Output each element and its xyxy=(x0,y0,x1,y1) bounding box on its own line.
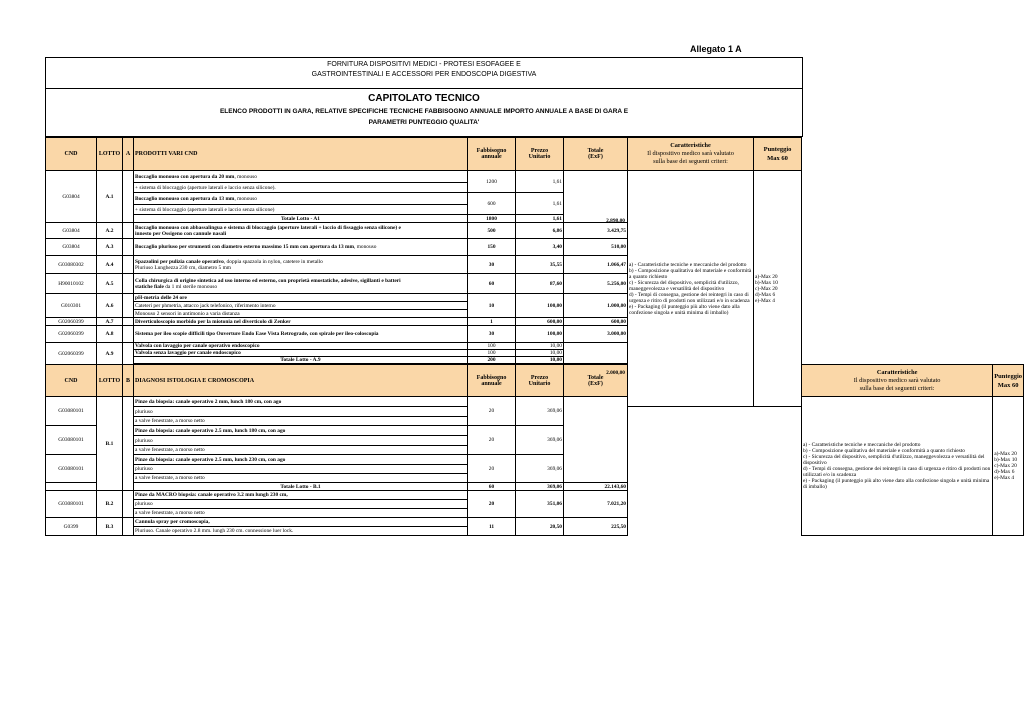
qty-cell: 20 xyxy=(468,455,516,483)
price-cell: 3,40 xyxy=(516,239,564,256)
table-row xyxy=(46,397,1024,407)
qty-cell: 150 xyxy=(468,239,516,256)
item-description: Boccaglio pluriuso per strumenti con diametro esterno massimo 15 mm con apertura da 13 mm, monouso xyxy=(134,239,468,256)
table-row xyxy=(46,223,1024,239)
section-a-header xyxy=(46,138,1024,171)
price-cell: 600,00 xyxy=(516,318,564,326)
item-description: + sistema di bloccaggio (aperture laterali e laccio senza silicone). xyxy=(134,183,468,193)
col-punteggio: Punteggio Max 60 xyxy=(993,365,1024,397)
col-caratteristiche: Caratteristiche Il dispositivo medico sarà valutato sulla base dei seguenti criteri: xyxy=(628,138,754,171)
item-description: Boccaglio monouso con abbassalingua e sistema di bloccaggio (aperture laterali + laccio di fissaggio senza silicone) e innesto per Ossigeno con cannule nasali xyxy=(134,223,468,239)
page-title: CAPITOLATO TECNICO xyxy=(368,93,480,104)
table-row xyxy=(46,318,1024,326)
total-amount-a1: 2.898,00 xyxy=(606,218,625,224)
item-description: Boccaglio monouso con apertura da 13 mm, monouso xyxy=(134,193,468,205)
lotto-cell: A.3 xyxy=(97,239,123,256)
total-cell: 3.000,00 xyxy=(564,326,628,343)
tender-title-line2: GASTROINTESTINALI E ACCESSORI PER ENDOSCOPIA DIGESTIVA xyxy=(311,71,537,78)
cnd-cell: G010301 xyxy=(46,294,97,318)
item-description: Pinze da biopsia: canale operativo 2.5 mm, lunch 180 cm, con ago xyxy=(134,426,468,436)
col-cnd: CND xyxy=(46,365,97,397)
item-description: Pinze da biopsia: canale operativo 2 mm, lunch 180 cm, con ago xyxy=(134,397,468,407)
section-title: DIAGNOSI ISTOLOGIA E CROMOSCOPIA xyxy=(134,365,468,397)
lotto-cell: A.2 xyxy=(97,223,123,239)
item-description: Boccaglio monouso con apertura da 20 mm, monouso xyxy=(134,171,468,183)
section-title: PRODOTTI VARI CND xyxy=(134,138,468,171)
price-cell: 100,00 xyxy=(516,294,564,318)
col-prezzo: Prezzo Unitario xyxy=(516,365,564,397)
cnd-cell: G03080101 xyxy=(46,426,97,455)
price-cell: 369,06 xyxy=(516,455,564,483)
cnd-cell: G03080302 xyxy=(46,256,97,274)
cnd-cell: G03080101 xyxy=(46,455,97,483)
total-qty: 1800 xyxy=(468,215,516,223)
qty-cell: 600 xyxy=(468,193,516,215)
qty-cell: 30 xyxy=(468,326,516,343)
table-row xyxy=(46,350,1024,357)
cnd-cell: G03080101 xyxy=(46,491,97,518)
qty-cell: 500 xyxy=(468,223,516,239)
lotto-cell: A.7 xyxy=(97,318,123,326)
subtitle-line1: ELENCO PRODOTTI IN GARA, RELATIVE SPECIFICHE TECNICHE FABBISOGNO ANNUALE IMPORTO ANNUALE A BASE DI GARA E xyxy=(219,108,629,115)
qty-cell: 11 xyxy=(468,518,516,536)
cnd-cell: G03804 xyxy=(46,171,97,223)
lotto-cell: B.3 xyxy=(97,518,123,536)
total-cell: 600,00 xyxy=(564,318,628,326)
table-row xyxy=(46,256,1024,274)
cnd-cell: G03080101 xyxy=(46,397,97,426)
qty-cell: 20 xyxy=(468,491,516,518)
lotto-cell: A.4 xyxy=(97,256,123,274)
total-price: 1,61 xyxy=(516,215,564,223)
table-row xyxy=(46,274,1024,294)
total-row xyxy=(46,357,1024,364)
lotto-cell: B.2 xyxy=(97,491,123,518)
total-cell: 225,50 xyxy=(564,518,628,536)
col-caratteristiche: Caratteristiche Il dispositivo medico sarà valutato sulla base dei seguenti criteri: xyxy=(802,365,993,397)
cnd-cell: G02060399 xyxy=(46,326,97,343)
price-cell: 100,00 xyxy=(516,326,564,343)
lotto-cell: A.9 xyxy=(97,343,123,365)
qty-cell: 20 xyxy=(468,426,516,455)
total-cell: 5.256,00 xyxy=(564,274,628,294)
price-cell: 35,55 xyxy=(516,256,564,274)
lotto-cell: B.1 xyxy=(97,397,123,491)
total-label: Totale Lotto - A1 xyxy=(134,215,468,223)
total-label: Totale Lotto - A.9 xyxy=(134,357,468,364)
item-description: pH-metria delle 24 ore xyxy=(134,294,468,302)
qty-cell: 100 xyxy=(468,343,516,350)
item-description: Valvola con lavaggio per canale operativo endoscopico xyxy=(134,343,468,350)
item-description: Pinze da biopsia: canale operativo 2.5 mm, lunch 230 cm, con ago xyxy=(134,455,468,465)
points-text-b: a)-Max 20 b)-Max 10 c)-Max 20 d)-Max 6 e)-Max 4 xyxy=(993,397,1024,536)
col-lotto: LOTTO xyxy=(97,138,123,171)
col-prezzo: Prezzo Unitario xyxy=(516,138,564,171)
table-row xyxy=(46,326,1024,343)
item-description: Cateteri per phmetria, attacco jack telefonico, riferimento interno xyxy=(134,302,468,310)
total-cell: 1.066,47 xyxy=(564,256,628,274)
cnd-cell: H90010102 xyxy=(46,274,97,294)
table-row xyxy=(46,193,1024,205)
cnd-cell: G02060399 xyxy=(46,343,97,365)
qty-cell: 1200 xyxy=(468,171,516,193)
price-cell: 10,00 xyxy=(516,350,564,357)
item-description: a valve fenestrate, a morso netto xyxy=(134,474,468,483)
item-description: Monouso 2 sensori in antimonio a varia distanza xyxy=(134,310,468,318)
document-header xyxy=(45,57,803,137)
total-qty: 200 xyxy=(468,357,516,364)
col-totale: Totale (ExF) xyxy=(564,138,628,171)
lotto-cell: A.6 xyxy=(97,294,123,318)
section-letter: A xyxy=(123,138,134,171)
item-description: pluriuso xyxy=(134,500,468,509)
criteria-text-a: a) - Caratteristiche tecniche e meccaniche del prodotto b) - Composizione qualitativa del materiale e conformità a quanto richiesto c) - Sicurezza del dispositivo, semplicità d'utilizzo, maneggevolezza e versatilità del dispositivo d) - Tempi di consegna, gestione dei reintegri in caso di urgenza e ritiro di prodotti non utilizzati e/o in scadenza e) - Packaging (il punteggio più alto viene dato alla confezione singola e unità minima di imballo) xyxy=(628,171,754,407)
section-b-header xyxy=(46,365,1024,397)
total-row xyxy=(46,215,1024,223)
qty-cell: 100 xyxy=(468,350,516,357)
price-cell: 6,86 xyxy=(516,223,564,239)
item-description: + sistema di bloccaggio (aperture laterali e laccio senza silicone) xyxy=(134,205,468,215)
price-cell: 10,00 xyxy=(516,343,564,350)
table-row xyxy=(46,343,1024,350)
item-description: Pluriuso. Canale operativo 2.8 mm. lungh 230 cm. connessione luer lock. xyxy=(134,527,468,536)
item-description: Colla chirurgica di origine sintetica ad uso interno ed esterno, con proprietà emostatiche, adesive, sigillanti e batteri statiche fiale da 1 ml sterile monouso xyxy=(134,274,468,294)
col-fabbisogno: Fabbisogno annuale xyxy=(468,138,516,171)
products-table xyxy=(45,137,1024,536)
price-cell: 87,60 xyxy=(516,274,564,294)
total-price: 369,06 xyxy=(516,483,564,491)
cnd-cell: G0399 xyxy=(46,518,97,536)
table-row xyxy=(46,294,1024,302)
lotto-cell: A.5 xyxy=(97,274,123,294)
item-description: Diverticuloscopio morbido per la miotonia nel diverticolo di Zenker xyxy=(134,318,468,326)
price-cell: 1,61 xyxy=(516,171,564,193)
item-description: a valve fenestrate, a morso netto xyxy=(134,446,468,455)
lotto-cell: A.1 xyxy=(97,171,123,223)
cnd-cell: G03804 xyxy=(46,223,97,239)
total-price: 10,00 xyxy=(516,357,564,364)
cnd-cell: G03804 xyxy=(46,239,97,256)
col-cnd: CND xyxy=(46,138,97,171)
item-description: Cannula spray per cromoscopia, xyxy=(134,518,468,527)
col-fabbisogno: Fabbisogno annuale xyxy=(468,365,516,397)
qty-cell: 10 xyxy=(468,294,516,318)
subtitle-line2: PARAMETRI PUNTEGGIO QUALITA' xyxy=(368,119,480,126)
cnd-cell: G02060399 xyxy=(46,318,97,326)
item-description: a valve fenestrate, a morso netto xyxy=(134,509,468,518)
item-description: a valve fenestrate, a morso netto xyxy=(134,417,468,426)
qty-cell: 30 xyxy=(468,256,516,274)
price-cell: 20,50 xyxy=(516,518,564,536)
total-qty: 60 xyxy=(468,483,516,491)
points-text-a: a)-Max 20 b)-Max 10 c)-Max 20 d)-Max 6 e)-Max 4 xyxy=(754,171,802,407)
allegato-label: Allegato 1 A xyxy=(690,44,742,54)
table-row xyxy=(46,239,1024,256)
item-description: pluriuso xyxy=(134,407,468,417)
capitolato-box xyxy=(46,89,802,136)
col-punteggio: Punteggio Max 60 xyxy=(754,138,802,171)
item-description: Sistema per ileo scopie difficili tipo Ouverture Endo Ease Vista Retrograde, con spirale per ileo-coloscopia xyxy=(134,326,468,343)
price-cell: 369,06 xyxy=(516,397,564,426)
item-description: Valvola senza lavaggio per canale endoscopico xyxy=(134,350,468,357)
section-letter: B xyxy=(123,365,134,397)
item-description: Spazzolini per pulizia canale operativo, doppia spazzola in nylon, catetere in metallo Pluriuso Lunghezza 230 cm, diametro 5 mm xyxy=(134,256,468,274)
total-amount: 22.143,60 xyxy=(564,483,628,491)
lotto-cell: A.8 xyxy=(97,326,123,343)
tender-title-box xyxy=(46,58,802,89)
tender-title-line1: FORNITURA DISPOSITIVI MEDICI - PROTESI ESOFAGEE E xyxy=(327,61,521,68)
qty-cell: 20 xyxy=(468,397,516,426)
price-cell: 1,61 xyxy=(516,193,564,215)
item-description: pluriuso xyxy=(134,465,468,474)
total-amount-a9: 2.000,00 xyxy=(606,370,625,376)
price-cell: 369,06 xyxy=(516,426,564,455)
col-lotto: LOTTO xyxy=(97,365,123,397)
item-description: Pinze da MACRO biopsia: canale operativo 3.2 mm lungh 230 cm, xyxy=(134,491,468,500)
qty-cell: 1 xyxy=(468,318,516,326)
item-description: pluriuso xyxy=(134,436,468,446)
table-row xyxy=(46,171,1024,183)
criteria-text-b: a) - Caratteristiche tecniche e meccaniche del prodotto b) - Composizione qualitativa del materiale e conformità a quanto richiesto c) - Sicurezza del dispositivo, semplicità d'utilizzo, maneggevolezza e versatilità del dispositivo d) - Tempi di consegna, gestione dei reintegri in caso di urgenza e ritiro di prodotti non utilizzati e/o in scadenza e) - Packaging (il punteggio più alto viene dato alla confezione singola e unità minima di imballo) xyxy=(802,397,993,536)
total-cell: 1.000,00 xyxy=(564,294,628,318)
qty-cell: 60 xyxy=(468,274,516,294)
total-cell: 510,00 xyxy=(564,239,628,256)
price-cell: 351,06 xyxy=(516,491,564,518)
col-totale: Totale (ExF) xyxy=(564,365,628,397)
total-cell: 3.429,75 xyxy=(564,223,628,239)
total-label: Totale Lotto - B.1 xyxy=(134,483,468,491)
total-cell: 7.021,20 xyxy=(564,491,628,518)
